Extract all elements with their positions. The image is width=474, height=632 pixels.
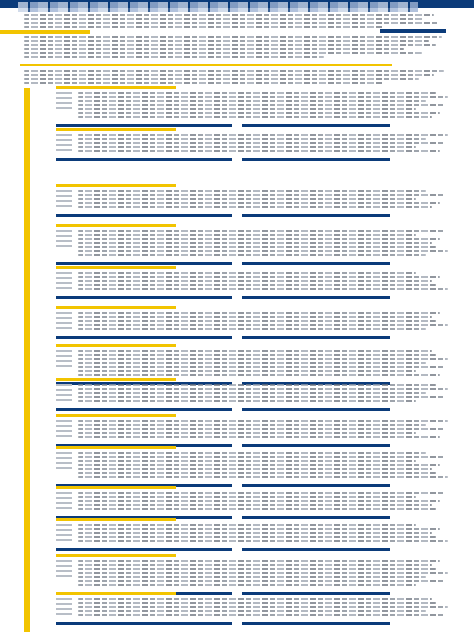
bullet-marker xyxy=(56,282,72,284)
text-line xyxy=(78,312,440,314)
text-line xyxy=(78,276,440,278)
section-body-text xyxy=(78,272,448,292)
text-line xyxy=(78,194,444,196)
document-section xyxy=(56,86,448,92)
text-line xyxy=(78,96,448,98)
text-line xyxy=(78,572,448,574)
text-line xyxy=(78,190,426,192)
bullet-marker xyxy=(56,240,72,242)
text-line xyxy=(78,614,444,616)
bullet-marker xyxy=(56,350,72,352)
document-section xyxy=(56,414,448,420)
text-line xyxy=(78,134,448,136)
section-bullets xyxy=(56,350,76,370)
masthead-banner xyxy=(18,2,418,12)
navy-section-rule-left xyxy=(56,124,232,127)
bullet-marker xyxy=(56,134,72,136)
section-title-highlight xyxy=(56,306,176,309)
text-line xyxy=(78,202,440,204)
navy-section-rule-right xyxy=(242,214,390,217)
navy-section-rule-left xyxy=(56,622,232,625)
text-line xyxy=(78,374,440,376)
section-title-highlight xyxy=(56,446,176,449)
text-line xyxy=(78,560,440,562)
gold-divider xyxy=(20,64,392,66)
bullet-marker xyxy=(56,245,72,247)
bullet-marker xyxy=(56,97,72,99)
document-section xyxy=(56,306,448,312)
navy-section-rule-left xyxy=(56,296,232,299)
intro-text-block xyxy=(24,14,444,30)
text-line xyxy=(78,400,416,402)
bullet-marker xyxy=(56,560,72,562)
text-line xyxy=(78,524,416,526)
navy-section-rule-left xyxy=(56,408,232,411)
bullet-marker xyxy=(56,529,72,531)
section-bullets xyxy=(56,492,76,512)
navy-section-rule-right xyxy=(242,548,390,551)
text-line xyxy=(78,396,444,398)
bullet-marker xyxy=(56,277,72,279)
section-title-highlight xyxy=(56,128,176,131)
section-body-text xyxy=(78,350,448,378)
section-title-highlight xyxy=(56,592,176,595)
bullet-marker xyxy=(56,287,72,289)
bullet-marker xyxy=(56,205,72,207)
section-body-text xyxy=(78,92,448,120)
bullet-marker xyxy=(56,570,72,572)
text-line xyxy=(78,460,416,462)
text-line xyxy=(78,456,444,458)
gold-sidebar-rule xyxy=(24,88,30,632)
bullet-marker xyxy=(56,360,72,362)
section-body-text xyxy=(78,134,448,154)
bullet-marker xyxy=(56,399,72,401)
navy-section-rule-right xyxy=(242,262,390,265)
bullet-marker xyxy=(56,608,72,610)
text-line xyxy=(78,492,444,494)
text-line xyxy=(78,100,426,102)
text-line xyxy=(78,242,432,244)
lead-text-block xyxy=(24,70,444,86)
text-line xyxy=(78,564,432,566)
bullet-marker xyxy=(56,507,72,509)
document-section xyxy=(56,554,448,560)
section-bullets xyxy=(56,452,76,472)
summary-text-block xyxy=(24,36,444,60)
text-line xyxy=(78,358,448,360)
bullet-marker xyxy=(56,149,72,151)
text-line xyxy=(78,198,416,200)
navy-section-rule-left xyxy=(56,214,232,217)
section-body-text xyxy=(78,452,448,480)
text-line xyxy=(78,504,432,506)
section-bullets xyxy=(56,190,76,210)
document-section xyxy=(56,128,448,134)
text-line xyxy=(78,116,432,118)
bullet-marker xyxy=(56,200,72,202)
document-section xyxy=(56,592,448,598)
section-body-text xyxy=(78,312,448,332)
text-line xyxy=(78,536,436,538)
text-line xyxy=(78,250,448,252)
bullet-marker xyxy=(56,230,72,232)
navy-section-rule-left xyxy=(56,262,232,265)
bullet-marker xyxy=(56,524,72,526)
section-title-highlight xyxy=(56,224,176,227)
bullet-marker xyxy=(56,435,72,437)
bullet-marker xyxy=(56,195,72,197)
text-line xyxy=(78,528,440,530)
section-title-highlight xyxy=(56,86,176,89)
text-line xyxy=(78,350,432,352)
section-bullets xyxy=(56,598,76,618)
text-line xyxy=(78,568,436,570)
bullet-marker xyxy=(56,603,72,605)
text-line xyxy=(78,532,432,534)
section-bullets xyxy=(56,420,76,440)
section-bullets xyxy=(56,134,76,154)
text-line xyxy=(78,464,440,466)
bullet-marker xyxy=(56,425,72,427)
bullet-marker xyxy=(56,598,72,600)
navy-section-rule-right xyxy=(242,408,390,411)
section-title-highlight xyxy=(56,518,176,521)
section-bullets xyxy=(56,524,76,544)
bullet-marker xyxy=(56,462,72,464)
bullet-marker xyxy=(56,107,72,109)
section-body-text xyxy=(78,384,448,404)
bullet-marker xyxy=(56,467,72,469)
text-line xyxy=(78,142,444,144)
bullet-marker xyxy=(56,565,72,567)
text-line xyxy=(78,320,436,322)
document-section xyxy=(56,446,448,452)
text-line xyxy=(78,150,440,152)
text-line xyxy=(78,138,426,140)
text-line xyxy=(78,392,426,394)
bullet-marker xyxy=(56,534,72,536)
bullet-marker xyxy=(56,144,72,146)
text-line xyxy=(78,602,436,604)
navy-section-rule-right xyxy=(242,622,390,625)
section-body-text xyxy=(78,190,448,210)
text-line xyxy=(78,284,436,286)
bullet-marker xyxy=(56,355,72,357)
section-title-highlight xyxy=(56,378,176,381)
bullet-marker xyxy=(56,613,72,615)
bullet-marker xyxy=(56,575,72,577)
text-line xyxy=(78,316,432,318)
bullet-marker xyxy=(56,452,72,454)
section-title-highlight xyxy=(56,266,176,269)
section-title-highlight xyxy=(56,344,176,347)
navy-section-rule-right xyxy=(242,336,390,339)
document-section xyxy=(56,378,448,384)
text-line xyxy=(78,576,426,578)
bullet-marker xyxy=(56,539,72,541)
text-line xyxy=(78,384,436,386)
bullet-marker xyxy=(56,430,72,432)
section-body-text xyxy=(78,598,448,618)
text-line xyxy=(78,324,448,326)
document-section xyxy=(56,224,448,230)
bullet-marker xyxy=(56,420,72,422)
text-line xyxy=(78,328,426,330)
section-bullets xyxy=(56,230,76,250)
section-bullets xyxy=(56,560,76,580)
text-line xyxy=(78,580,444,582)
bullet-marker xyxy=(56,272,72,274)
text-line xyxy=(78,238,440,240)
navy-label-bar xyxy=(380,29,446,33)
section-body-text xyxy=(78,560,448,588)
bullet-marker xyxy=(56,322,72,324)
section-body-text xyxy=(78,524,448,544)
text-line xyxy=(78,472,436,474)
bullet-marker xyxy=(56,492,72,494)
bullet-marker xyxy=(56,327,72,329)
bullet-marker xyxy=(56,190,72,192)
section-title-highlight xyxy=(56,414,176,417)
text-line xyxy=(78,104,444,106)
text-line xyxy=(78,246,436,248)
navy-section-rule-left xyxy=(56,158,232,161)
text-line xyxy=(78,230,444,232)
text-line xyxy=(78,606,448,608)
text-line xyxy=(78,452,426,454)
text-line xyxy=(78,540,448,542)
text-line xyxy=(78,234,416,236)
bullet-marker xyxy=(56,384,72,386)
text-line xyxy=(78,500,440,502)
bullet-marker xyxy=(56,317,72,319)
document-section xyxy=(56,266,448,272)
bullet-marker xyxy=(56,102,72,104)
text-line xyxy=(78,428,444,430)
bullet-marker xyxy=(56,497,72,499)
text-line xyxy=(78,206,432,208)
text-line xyxy=(78,476,448,478)
text-line xyxy=(78,272,416,274)
gold-tab-marker xyxy=(0,30,90,34)
bullet-marker xyxy=(56,92,72,94)
section-bullets xyxy=(56,312,76,332)
section-title-highlight xyxy=(56,184,176,187)
text-line xyxy=(78,92,436,94)
section-title-highlight xyxy=(56,486,176,489)
text-line xyxy=(78,288,448,290)
navy-section-rule-left xyxy=(56,548,232,551)
text-line xyxy=(78,468,432,470)
navy-section-rule-right xyxy=(242,124,390,127)
section-bullets xyxy=(56,92,76,112)
section-body-text xyxy=(78,230,448,258)
section-body-text xyxy=(78,492,448,512)
bullet-marker xyxy=(56,457,72,459)
text-line xyxy=(78,388,448,390)
text-line xyxy=(78,146,416,148)
bullet-marker xyxy=(56,139,72,141)
text-line xyxy=(78,366,444,368)
section-bullets xyxy=(56,272,76,292)
bullet-marker xyxy=(56,235,72,237)
text-line xyxy=(78,420,448,422)
document-section xyxy=(56,486,448,492)
bullet-marker xyxy=(56,312,72,314)
section-bullets xyxy=(56,384,76,404)
bullet-marker xyxy=(56,394,72,396)
bullet-marker xyxy=(56,502,72,504)
navy-section-rule-left xyxy=(56,336,232,339)
text-line xyxy=(78,496,416,498)
text-line xyxy=(78,424,426,426)
document-section xyxy=(56,518,448,524)
bullet-marker xyxy=(56,389,72,391)
text-line xyxy=(78,584,416,586)
navy-section-rule-right xyxy=(242,158,390,161)
text-line xyxy=(78,108,416,110)
text-line xyxy=(78,432,416,434)
text-line xyxy=(78,598,432,600)
document-section xyxy=(56,344,448,350)
bullet-marker xyxy=(56,365,72,367)
text-line xyxy=(78,254,426,256)
section-body-text xyxy=(78,420,448,440)
text-line xyxy=(78,280,432,282)
text-line xyxy=(78,112,440,114)
document-section xyxy=(56,184,448,190)
navy-section-rule-right xyxy=(242,296,390,299)
text-line xyxy=(78,354,436,356)
text-line xyxy=(78,436,440,438)
text-line xyxy=(78,362,426,364)
text-line xyxy=(78,610,426,612)
text-line xyxy=(78,370,416,372)
text-line xyxy=(78,508,436,510)
section-title-highlight xyxy=(56,554,176,557)
